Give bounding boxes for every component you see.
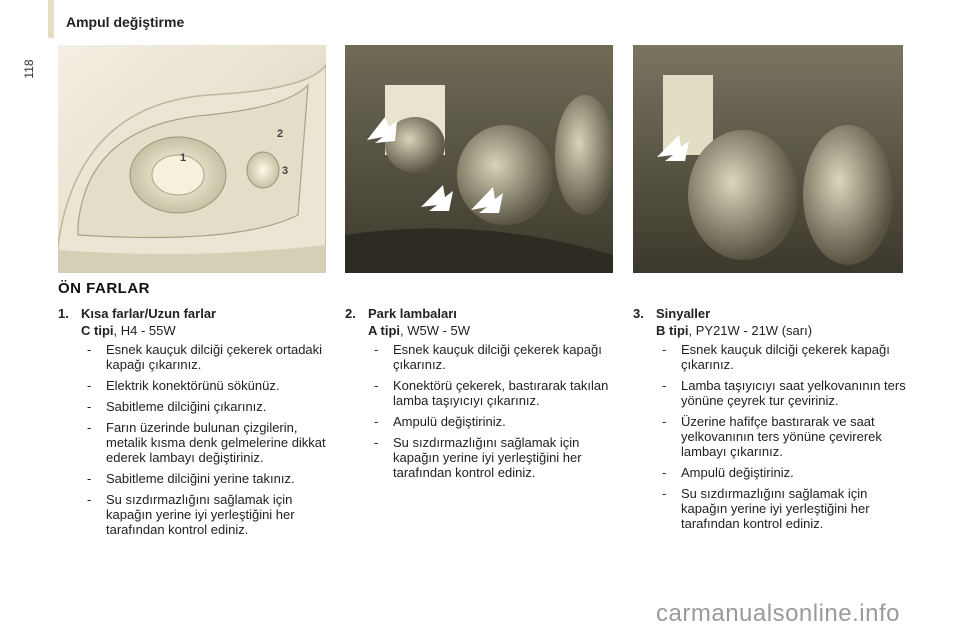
step-list xyxy=(345,342,620,480)
step-item: - Ampulü değiştiriniz. xyxy=(345,414,620,429)
bulb-type xyxy=(81,323,333,338)
step-list xyxy=(633,342,908,531)
step-item: - Sabitleme dilciğini yerine takınız. xyxy=(58,471,333,486)
instruction-column-2 xyxy=(345,306,620,486)
instruction-column-1 xyxy=(58,306,333,543)
step-item: - Sabitleme dilciğini çıkarınız. xyxy=(58,399,333,414)
step-item: - Esnek kauçuk dilciği çekerek ortadaki kapağı çıkarınız. xyxy=(58,342,333,372)
step-item: - Esnek kauçuk dilciği çekerek kapağı çıkarınız. xyxy=(633,342,908,372)
item-heading: Kısa farlar/Uzun farlar xyxy=(81,306,217,321)
bulb-type-label: C tipi xyxy=(81,323,114,338)
item-number: 3. xyxy=(633,306,644,321)
step-list xyxy=(58,342,333,537)
watermark: carmanualsonline.info xyxy=(656,600,900,627)
item-number: 1. xyxy=(58,306,69,321)
step-item: - Esnek kauçuk dilciği çekerek kapağı çıkarınız. xyxy=(345,342,620,372)
bulb-type-label: B tipi xyxy=(656,323,689,338)
page-title: Ampul değiştirme xyxy=(66,14,185,30)
item-heading: Sinyaller xyxy=(656,306,711,321)
page-number: 118 xyxy=(22,59,36,79)
step-item: - Farın üzerinde bulunan çizgilerin, metalik kısma denk gelmelerine dikkat ederek lambayı değiştiriniz. xyxy=(58,420,333,465)
bulb-type-value: , H4 - 55W xyxy=(113,323,176,338)
page-edge-rule xyxy=(48,0,54,38)
step-item: - Lamba taşıyıcıyı saat yelkovanının ters yönüne çeyrek tur çeviriniz. xyxy=(633,378,908,408)
bulb-type-value: , PY21W - 21W (sarı) xyxy=(688,323,813,338)
callout-3: 3 xyxy=(282,165,289,177)
step-item: - Su sızdırmazlığını sağlamak için kapağın yerine iyi yerleştiğini her tarafından kontrol ediniz. xyxy=(633,486,908,531)
section-title: ÖN FARLAR xyxy=(58,280,150,297)
instruction-column-3 xyxy=(633,306,908,537)
bulb-type-label: A tipi xyxy=(368,323,401,338)
indicator-photo xyxy=(633,45,903,273)
item-heading: Park lambaları xyxy=(368,306,457,321)
step-item: - Konektörü çekerek, bastırarak takılan lamba taşıyıcıyı çıkarınız. xyxy=(345,378,620,408)
column-heading xyxy=(345,306,620,321)
step-item: - Su sızdırmazlığını sağlamak için kapağın yerine iyi yerleştiğini her tarafından kontrol ediniz. xyxy=(345,435,620,480)
step-item: - Su sızdırmazlığını sağlamak için kapağın yerine iyi yerleştiğini her tarafından kontrol ediniz. xyxy=(58,492,333,537)
callout-2: 2 xyxy=(277,128,284,140)
headlight-photo xyxy=(58,45,326,273)
bulb-type xyxy=(656,323,908,338)
step-item: - Üzerine hafifçe bastırarak ve saat yelkovanının ters yönüne çevirerek lambayı çıkarınız. xyxy=(633,414,908,459)
item-number: 2. xyxy=(345,306,356,321)
bulb-type xyxy=(368,323,620,338)
column-heading xyxy=(58,306,333,321)
step-item: - Elektrik konektörünü sökünüz. xyxy=(58,378,333,393)
step-item: - Ampulü değiştiriniz. xyxy=(633,465,908,480)
callout-1: 1 xyxy=(180,152,187,164)
column-heading xyxy=(633,306,908,321)
park-lamp-photo xyxy=(345,45,613,273)
bulb-type-value: , W5W - 5W xyxy=(400,323,471,338)
